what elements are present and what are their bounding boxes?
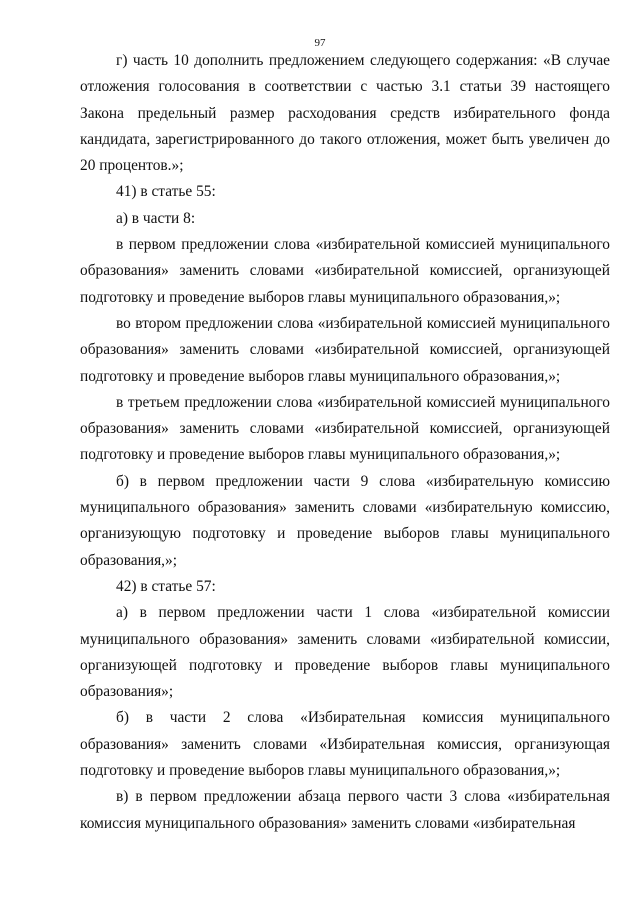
paragraph-sub-b-part-2: б) в части 2 слова «Избирательная комиссия муниципального образования» заменить словами «Избирательная комиссия, организующая подготовку и проведение выборов главы муниципального образования,»; [80, 709, 610, 780]
paragraph-third-sentence: в третьем предложении слова «избирательной комиссией муниципального образования» заменить словами «избирательной комиссией, организующей подготовку и проведение выборов главы муниципального образования,»; [80, 393, 610, 464]
paragraph-sub-a-part-1: а) в первом предложении части 1 слова «избирательной комиссии муниципального образования» заменить словами «избирательной комиссии, организующей подготовку и проведение выборов главы муниципального образования»; [80, 604, 610, 701]
paragraph-sub-v-part-3: в) в первом предложении абзаца первого части 3 слова «избирательная комиссия муниципального образования» заменить словами «избирательная [80, 788, 610, 832]
paragraph-item-41: 41) в статье 55: [116, 183, 216, 201]
paragraph-sub-b-part-9: б) в первом предложении части 9 слова «избирательную комиссию муниципального образования» заменить словами «избирательную комиссию, организующую подготовку и проведение выборов главы муниципального образования,»; [80, 472, 610, 569]
paragraph-second-sentence: во втором предложении слова «избирательной комиссией муниципального образования» заменить словами «избирательной комиссией, организующей подготовку и проведение выборов главы муниципального образования,»; [80, 314, 610, 385]
document-body [80, 48, 610, 837]
paragraph-sub-a-part-8: а) в части 8: [116, 209, 196, 227]
page-number: 97 [314, 37, 326, 49]
paragraph-first-sentence: в первом предложении слова «избирательной комиссией муниципального образования» заменить словами «избирательной комиссией, организующей подготовку и проведение выборов главы муниципального образования,»; [80, 236, 610, 306]
paragraph-item-42: 42) в статье 57: [116, 577, 216, 595]
paragraph-amendment-g: г) часть 10 дополнить предложением следующего содержания: «В случае отложения голосования в соответствии с частью 3.1 статьи 39 настоящего Закона предельный размер расходования средств избирательного фонда кандидата, зарегистрированного до такого отложения, может быть увеличен до 20 процентов.»; [80, 52, 610, 175]
